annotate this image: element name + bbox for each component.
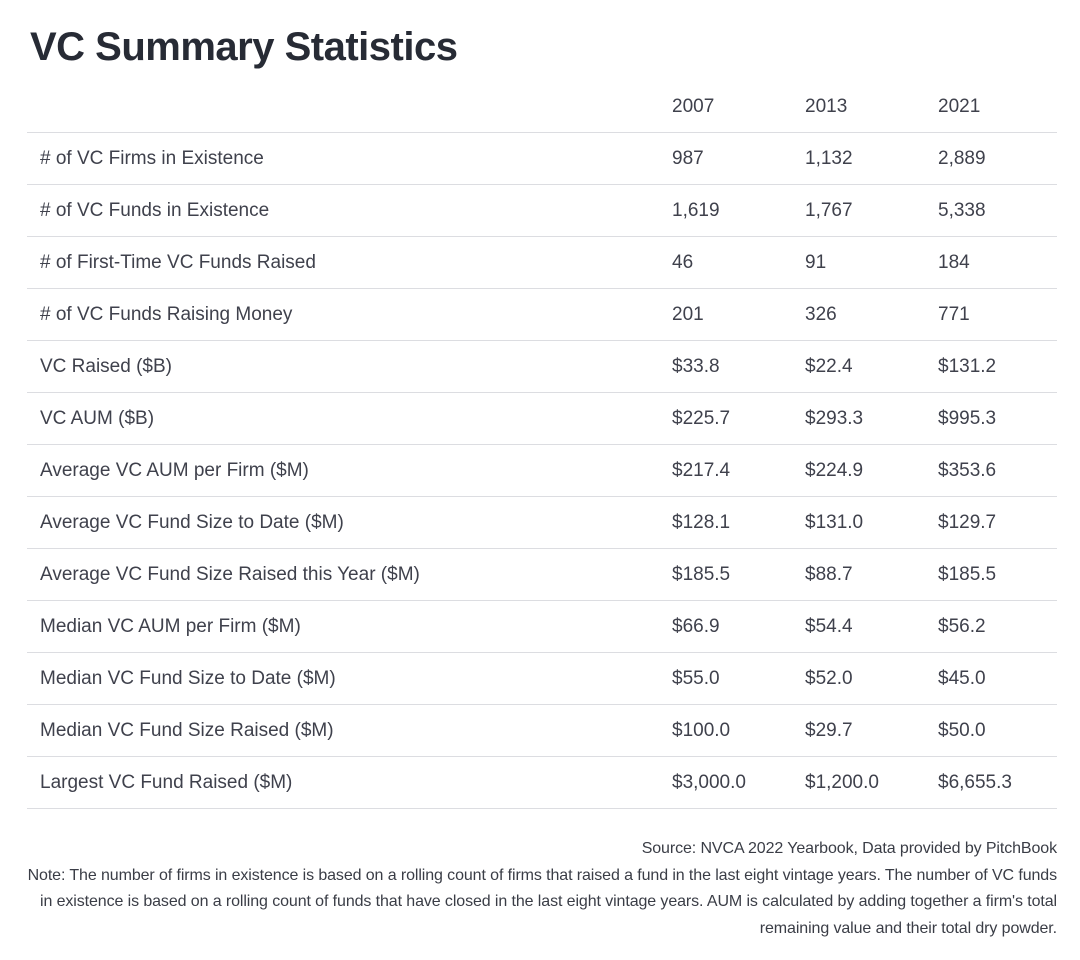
row-value: $6,655.3	[938, 771, 1012, 793]
row-value: 5,338	[938, 199, 986, 221]
row-label: Average VC Fund Size to Date ($M)	[40, 511, 344, 533]
table-body	[27, 133, 1057, 809]
row-value: 2,889	[938, 147, 986, 169]
page-title: VC Summary Statistics	[30, 25, 458, 69]
row-value: $88.7	[805, 563, 853, 585]
row-value: $54.4	[805, 615, 853, 637]
table-row	[27, 445, 1057, 497]
vc-summary-table	[27, 81, 1057, 809]
row-value: $128.1	[672, 511, 731, 533]
table-row	[27, 497, 1057, 549]
row-value: 91	[805, 251, 827, 273]
row-value: $225.7	[672, 407, 731, 429]
table-row	[27, 185, 1057, 237]
row-value: $29.7	[805, 719, 853, 741]
row-value: 201	[672, 303, 704, 325]
row-label: Average VC AUM per Firm ($M)	[40, 459, 309, 481]
table-row	[27, 133, 1057, 185]
row-value: $185.5	[672, 563, 731, 585]
footer	[27, 836, 1057, 942]
row-value: 326	[805, 303, 837, 325]
row-value: $131.2	[938, 355, 997, 377]
row-value: $45.0	[938, 667, 986, 689]
row-value: $56.2	[938, 615, 986, 637]
row-value: $131.0	[805, 511, 864, 533]
row-value: 1,767	[805, 199, 853, 221]
row-value: $995.3	[938, 407, 997, 429]
row-label: Median VC Fund Size Raised ($M)	[40, 719, 334, 741]
row-value: $185.5	[938, 563, 997, 585]
table-row	[27, 549, 1057, 601]
row-value: $52.0	[805, 667, 853, 689]
source-text: Source: NVCA 2022 Yearbook, Data provided by PitchBook	[641, 840, 1057, 857]
row-value: $3,000.0	[672, 771, 746, 793]
table-row	[27, 757, 1057, 809]
note-text: Note: The number of firms in existence is based on a rolling count of firms that raised a fund in the last eight vintage years. The number of VC funds in existence is based on a rolling count of funds that have closed in the last eight vintage years. AUM is calculated by adding together a firm's total remaining value and their total dry powder.	[27, 866, 1057, 937]
row-label: Median VC Fund Size to Date ($M)	[40, 667, 336, 689]
column-header-2021: 2021	[938, 95, 981, 117]
table-row	[27, 705, 1057, 757]
row-value: 46	[672, 251, 694, 273]
row-value: $55.0	[672, 667, 720, 689]
column-header-2013: 2013	[805, 95, 848, 117]
row-value: 184	[938, 251, 970, 273]
table-row	[27, 653, 1057, 705]
row-label: Median VC AUM per Firm ($M)	[40, 615, 301, 637]
row-value: $33.8	[672, 355, 720, 377]
row-label: Largest VC Fund Raised ($M)	[40, 771, 293, 793]
row-label: # of First-Time VC Funds Raised	[40, 251, 316, 273]
table-row	[27, 237, 1057, 289]
table-header-row	[27, 81, 1057, 133]
table-row	[27, 601, 1057, 653]
row-value: 987	[672, 147, 704, 169]
row-value: $353.6	[938, 459, 997, 481]
row-value: $217.4	[672, 459, 731, 481]
row-value: $1,200.0	[805, 771, 879, 793]
row-value: $66.9	[672, 615, 720, 637]
table-row	[27, 341, 1057, 393]
row-label: # of VC Funds Raising Money	[40, 303, 293, 325]
row-label: VC AUM ($B)	[40, 407, 155, 429]
row-value: $293.3	[805, 407, 864, 429]
row-value: $50.0	[938, 719, 986, 741]
table-row	[27, 289, 1057, 341]
row-label: Average VC Fund Size Raised this Year ($M)	[40, 563, 420, 585]
row-value: $224.9	[805, 459, 864, 481]
row-value: $22.4	[805, 355, 853, 377]
row-value: 771	[938, 303, 970, 325]
table-row	[27, 393, 1057, 445]
column-header-2007: 2007	[672, 95, 715, 117]
row-label: # of VC Funds in Existence	[40, 199, 270, 221]
row-label: VC Raised ($B)	[40, 355, 172, 377]
row-label: # of VC Firms in Existence	[40, 147, 264, 169]
row-value: 1,619	[672, 199, 720, 221]
row-value: $100.0	[672, 719, 731, 741]
row-value: 1,132	[805, 147, 853, 169]
row-value: $129.7	[938, 511, 997, 533]
